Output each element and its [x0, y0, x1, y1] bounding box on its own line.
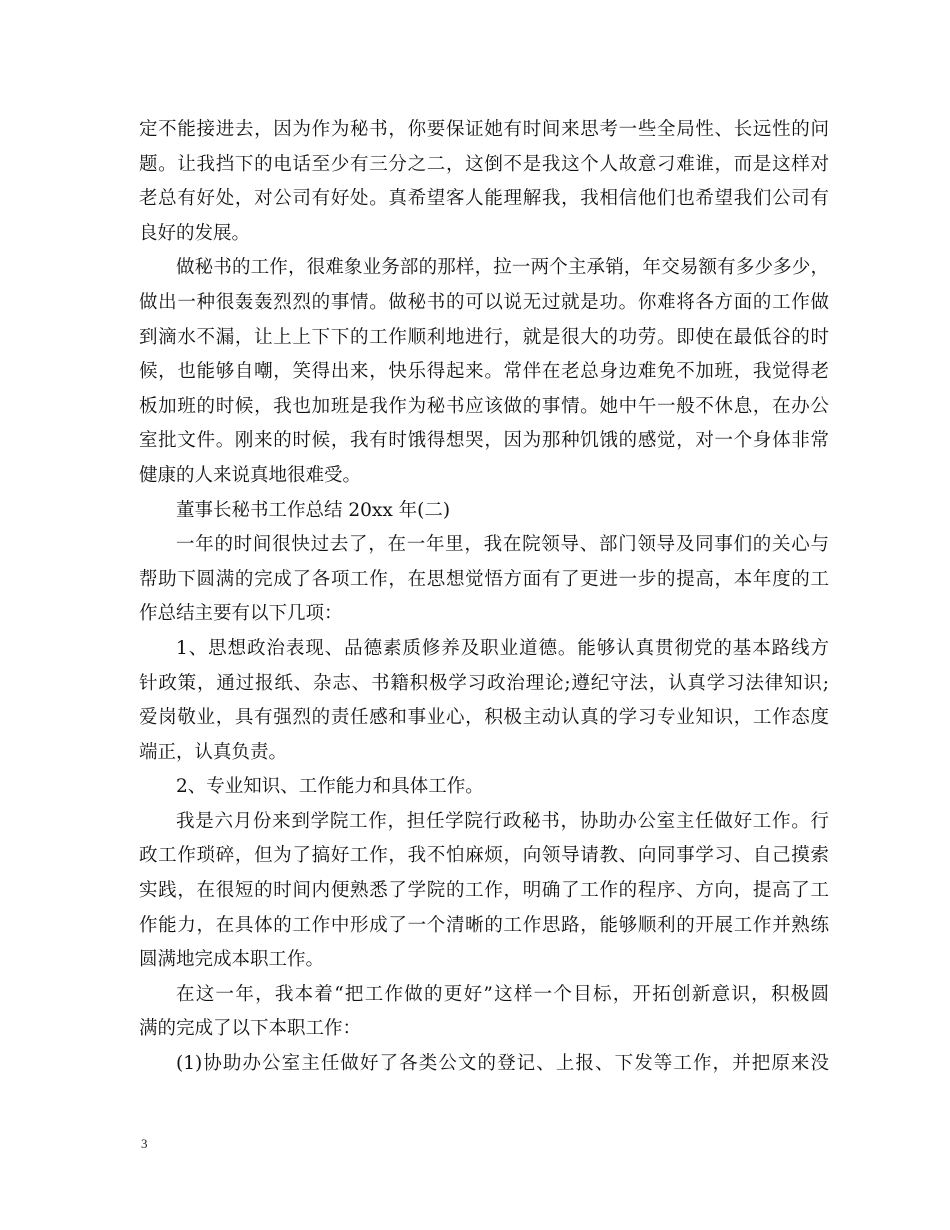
text-line: 室批文件。刚来的时候，我有时饿得想哭，因为那种饥饿的感觉，对一个身体非常 [139, 430, 829, 452]
text-line: 政工作琐碎，但为了搞好工作，我不怕麻烦，向领导请教、向同事学习、自己摸索 [139, 845, 829, 867]
text-line: 满的完成了以下本职工作： [139, 1018, 362, 1040]
text-line: 2、专业知识、工作能力和具体工作。 [176, 776, 484, 798]
text-line: (1)协助办公室主任做好了各类公文的登记、上报、下发等工作，并把原来没 [176, 1053, 829, 1075]
text-line: 针政策，通过报纸、杂志、书籍积极学习政治理论;遵纪守法，认真学习法律知识; [139, 672, 829, 694]
text-line: 一年的时间很快过去了，在一年里，我在院领导、部门领导及同事们的关心与 [176, 534, 829, 556]
text-line: 做秘书的工作，很难象业务部的那样，拉一两个主承销，年交易额有多少多少， [176, 257, 829, 279]
text-line: 作总结主要有以下几项： [139, 603, 343, 625]
text-line: 端正，认真负责。 [139, 741, 288, 763]
text-line: 圆满地完成本职工作。 [139, 949, 325, 971]
text-line: 在这一年，我本着“把工作做的更好”这样一个目标，开拓创新意识，积极圆 [176, 983, 829, 1005]
text-line: 董事长秘书工作总结 20xx 年(二) [176, 499, 451, 521]
text-line: 做出一种很轰轰烈烈的事情。做秘书的可以说无过就是功。你难将各方面的工作做 [139, 291, 829, 313]
text-line: 题。让我挡下的电话至少有三分之二，这倒不是我这个人故意刁难谁，而是这样对 [139, 153, 829, 175]
text-line: 实践，在很短的时间内便熟悉了学院的工作，明确了工作的程序、方向，提高了工 [139, 880, 829, 902]
text-line: 爱岗敬业，具有强烈的责任感和事业心，积极主动认真的学习专业知识，工作态度 [139, 707, 829, 729]
document-body [139, 113, 829, 1082]
text-line: 帮助下圆满的完成了各项工作，在思想觉悟方面有了更进一步的提高，本年度的工 [139, 568, 829, 590]
text-line: 到滴水不漏，让上上下下的工作顺利地进行，就是很大的功劳。即使在最低谷的时 [139, 326, 829, 348]
text-line: 板加班的时候，我也加班是我作为秘书应该做的事情。她中午一般不休息，在办公 [139, 395, 829, 417]
text-line: 1、思想政治表现、品德素质修养及职业道德。能够认真贯彻党的基本路线方 [176, 637, 829, 659]
page-number: 3 [141, 1136, 148, 1151]
text-line: 候，也能够自嘲，笑得出来，快乐得起来。常伴在老总身边难免不加班，我觉得老 [139, 361, 829, 383]
text-line: 老总有好处，对公司有好处。真希望客人能理解我，我相信他们也希望我们公司有 [139, 188, 829, 210]
text-line: 健康的人来说真地很难受。 [139, 464, 362, 486]
text-line: 定不能接进去，因为作为秘书，你要保证她有时间来思考一些全局性、长远性的问 [139, 119, 829, 140]
text-line: 良好的发展。 [139, 222, 251, 244]
text-line: 我是六月份来到学院工作，担任学院行政秘书，协助办公室主任做好工作。行 [176, 810, 829, 832]
text-line: 作能力，在具体的工作中形成了一个清晰的工作思路，能够顺利的开展工作并熟练 [139, 914, 829, 936]
